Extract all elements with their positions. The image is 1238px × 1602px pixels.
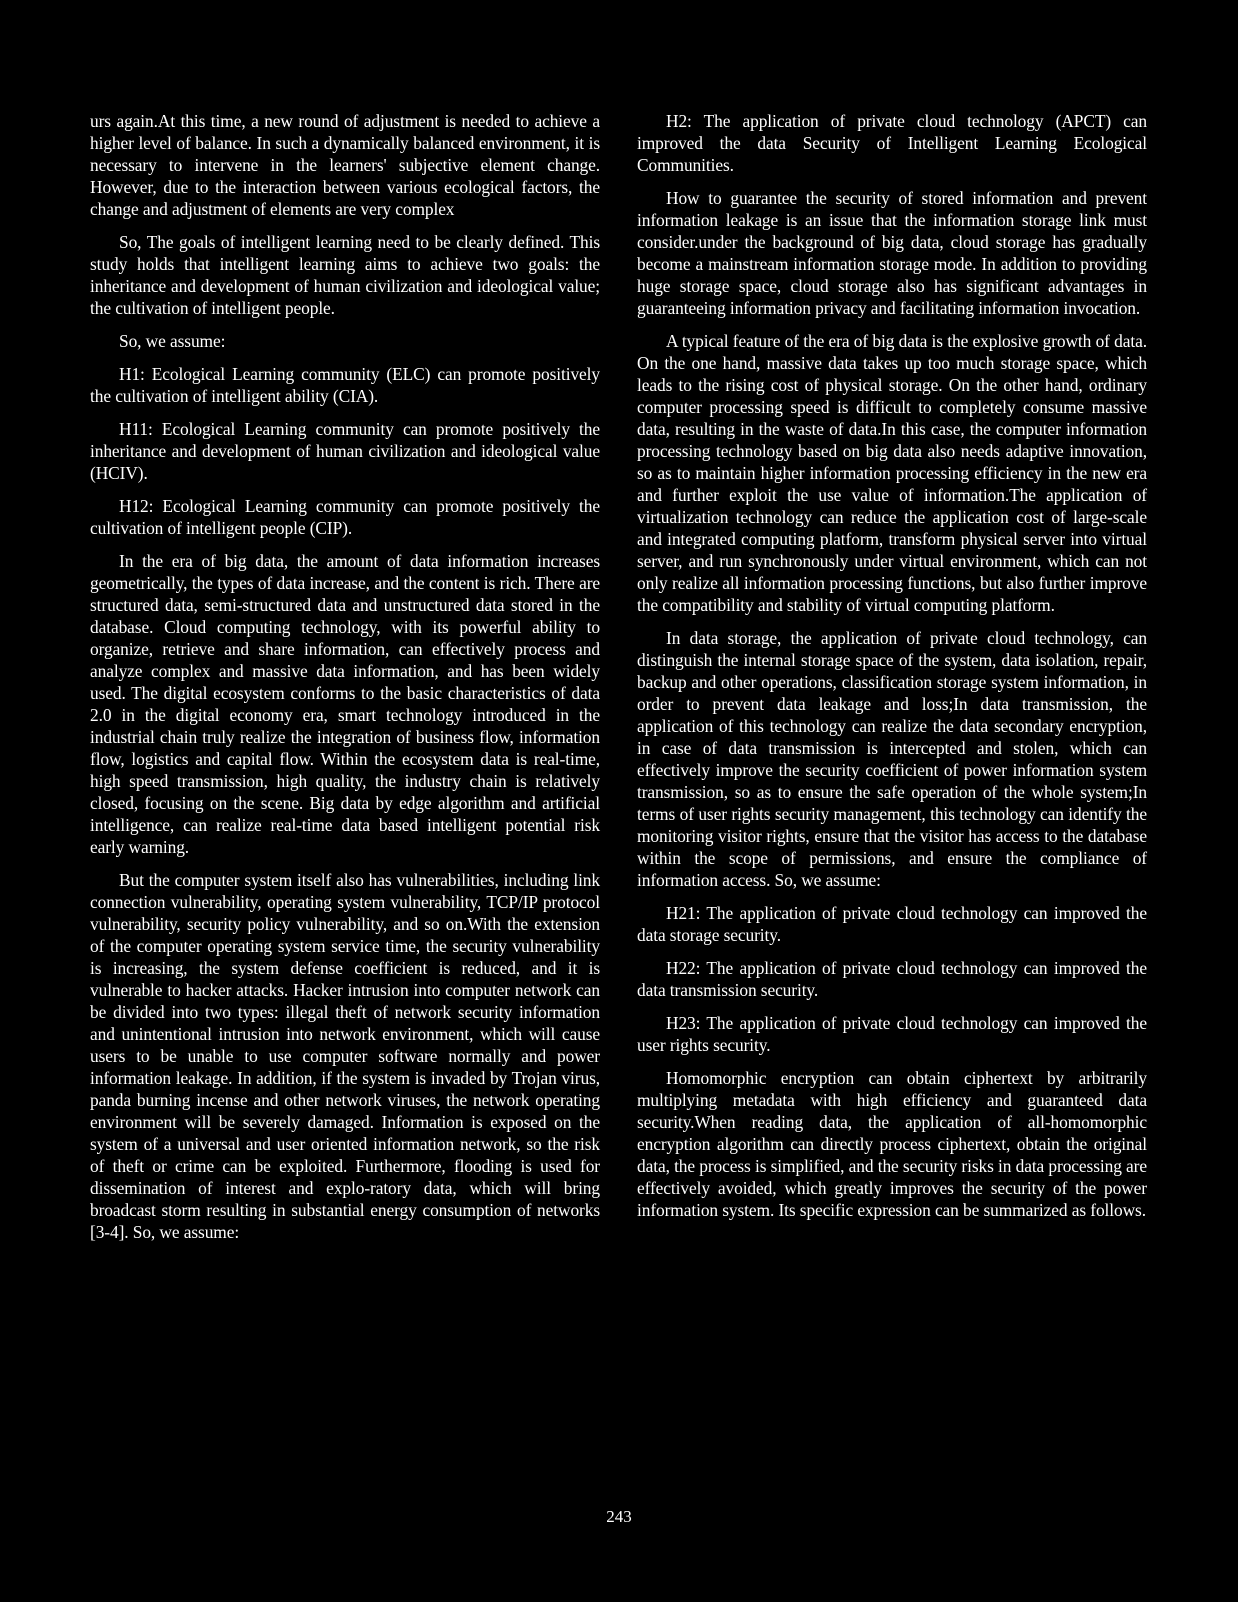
hypothesis-h1: H1: Ecological Learning community (ELC) can promote positively the cultivation of intelligent ability (CIA). (90, 364, 600, 406)
paragraph-data-storage: In data storage, the application of private cloud technology, can distinguish the internal storage space of the system, data isolation, repair, backup and other operations, classification storage system information, in order to prevent data leakage and loss;In data transmission, the application of this technology can realize the data secondary encryption, in case of data transmission is intercepted and stolen, which can effectively improve the security coefficient of power information system transmission, so as to ensure the safe operation of the whole system;In terms of user rights security management, this technology can identify the monitoring visitor rights, ensure that the visitor has access to the database within the scope of permissions, and ensure the compliance of information access. So, we assume: (637, 628, 1147, 890)
hypothesis-h2: H2: The application of private cloud technology (APCT) can improved the data Security of Intelligent Learning Ecological Communities. (637, 111, 1147, 175)
paragraph-assume: So, we assume: (119, 331, 226, 351)
paragraph-continuation: urs again.At this time, a new round of adjustment is needed to achieve a higher level of balance. In such a dynamically balanced environment, it is necessary to intervene in the learners' subjective element change. However, due to the interaction between various ecological factors, the change and adjustment of elements are very complex (90, 111, 600, 219)
paragraph-explosive-growth: A typical feature of the era of big data is the explosive growth of data. On the one hand, massive data takes up too much storage space, which leads to the rising cost of physical storage. On the other hand, ordinary computer processing speed is difficult to completely consume massive data, resulting in the waste of data.In this case, the computer information processing technology based on big data also needs adaptive innovation, so as to maintain higher information processing efficiency in the new era and further exploit the use value of information.The application of virtualization technology can reduce the application cost of large-scale and integrated computing platform, transform physical server into virtual server, and run synchronously under virtual environment, which can not only realize all information processing functions, but also further improve the compatibility and stability of virtual computing platform. (637, 331, 1147, 615)
hypothesis-h22: H22: The application of private cloud technology can improved the data transmission security. (637, 958, 1147, 1000)
hypothesis-h23: H23: The application of private cloud technology can improved the user rights security. (637, 1013, 1147, 1055)
page-number: 243 (606, 1507, 632, 1526)
paragraph-homomorphic: Homomorphic encryption can obtain ciphertext by arbitrarily multiplying metadata with high efficiency and guaranteed data security.When reading data, the application of all-homomorphic encryption algorithm can directly process ciphertext, obtain the original data, the process is simplified, and the security risks in data processing are effectively avoided, which greatly improves the security of the power information system. Its specific expression can be summarized as follows. (637, 1068, 1147, 1220)
paragraph-vulnerabilities: But the computer system itself also has vulnerabilities, including link connection vulnerability, operating system vulnerability, TCP/IP protocol vulnerability, security policy vulnerability, and so on.With the extension of the computer operating system service time, the security vulnerability is increasing, the system defense coefficient is reduced, and it is vulnerable to hacker attacks. Hacker intrusion into computer network can be divided into two types: illegal theft of network security information and unintentional intrusion into network environment, which will cause users to be unable to use computer software normally and power information leakage. In addition, if the system is invaded by Trojan virus, panda burning incense and other network viruses, the network operating environment will be severely damaged. Information is exposed on the system of a universal and user oriented information network, so the risk of theft or crime can be exploited. Furthermore, flooding is used for dissemination of interest and explo-ratory data, which will bring broadcast storm resulting in substantial energy consumption of networks [3-4]. So, we assume: (90, 870, 600, 1242)
paragraph-goals: So, The goals of intelligent learning need to be clearly defined. This study holds that intelligent learning aims to achieve two goals: the inheritance and development of human civilization and ideological value; the cultivation of intelligent people. (90, 232, 600, 318)
left-column (90, 110, 600, 1254)
hypothesis-h11: H11: Ecological Learning community can promote positively the inheritance and development of human civilization and ideological value (HCIV). (90, 419, 600, 483)
hypothesis-h12: H12: Ecological Learning community can promote positively the cultivation of intelligent people (CIP). (90, 496, 600, 538)
right-column (637, 110, 1147, 1232)
paragraph-big-data: In the era of big data, the amount of data information increases geometrically, the types of data increase, and the content is rich. There are structured data, semi-structured data and unstructured data stored in the database. Cloud computing technology, with its powerful ability to organize, retrieve and share information, can effectively process and analyze complex and massive data information, and has been widely used. The digital ecosystem conforms to the basic characteristics of data 2.0 in the digital economy era, smart technology introduced in the industrial chain truly realize the integration of business flow, information flow, logistics and capital flow. Within the ecosystem data is real-time, high speed transmission, high quality, the industry chain is relatively closed, focusing on the scene. Big data by edge algorithm and artificial intelligence, can realize real-time data based intelligent potential risk early warning. (90, 551, 600, 857)
hypothesis-h21: H21: The application of private cloud technology can improved the data storage security. (637, 903, 1147, 945)
paragraph-storage-security: How to guarantee the security of stored information and prevent information leakage is an issue that the information storage link must consider.under the background of big data, cloud storage has gradually become a mainstream information storage mode. In addition to providing huge storage space, cloud storage also has significant advantages in guaranteeing information privacy and facilitating information invocation. (637, 188, 1147, 318)
